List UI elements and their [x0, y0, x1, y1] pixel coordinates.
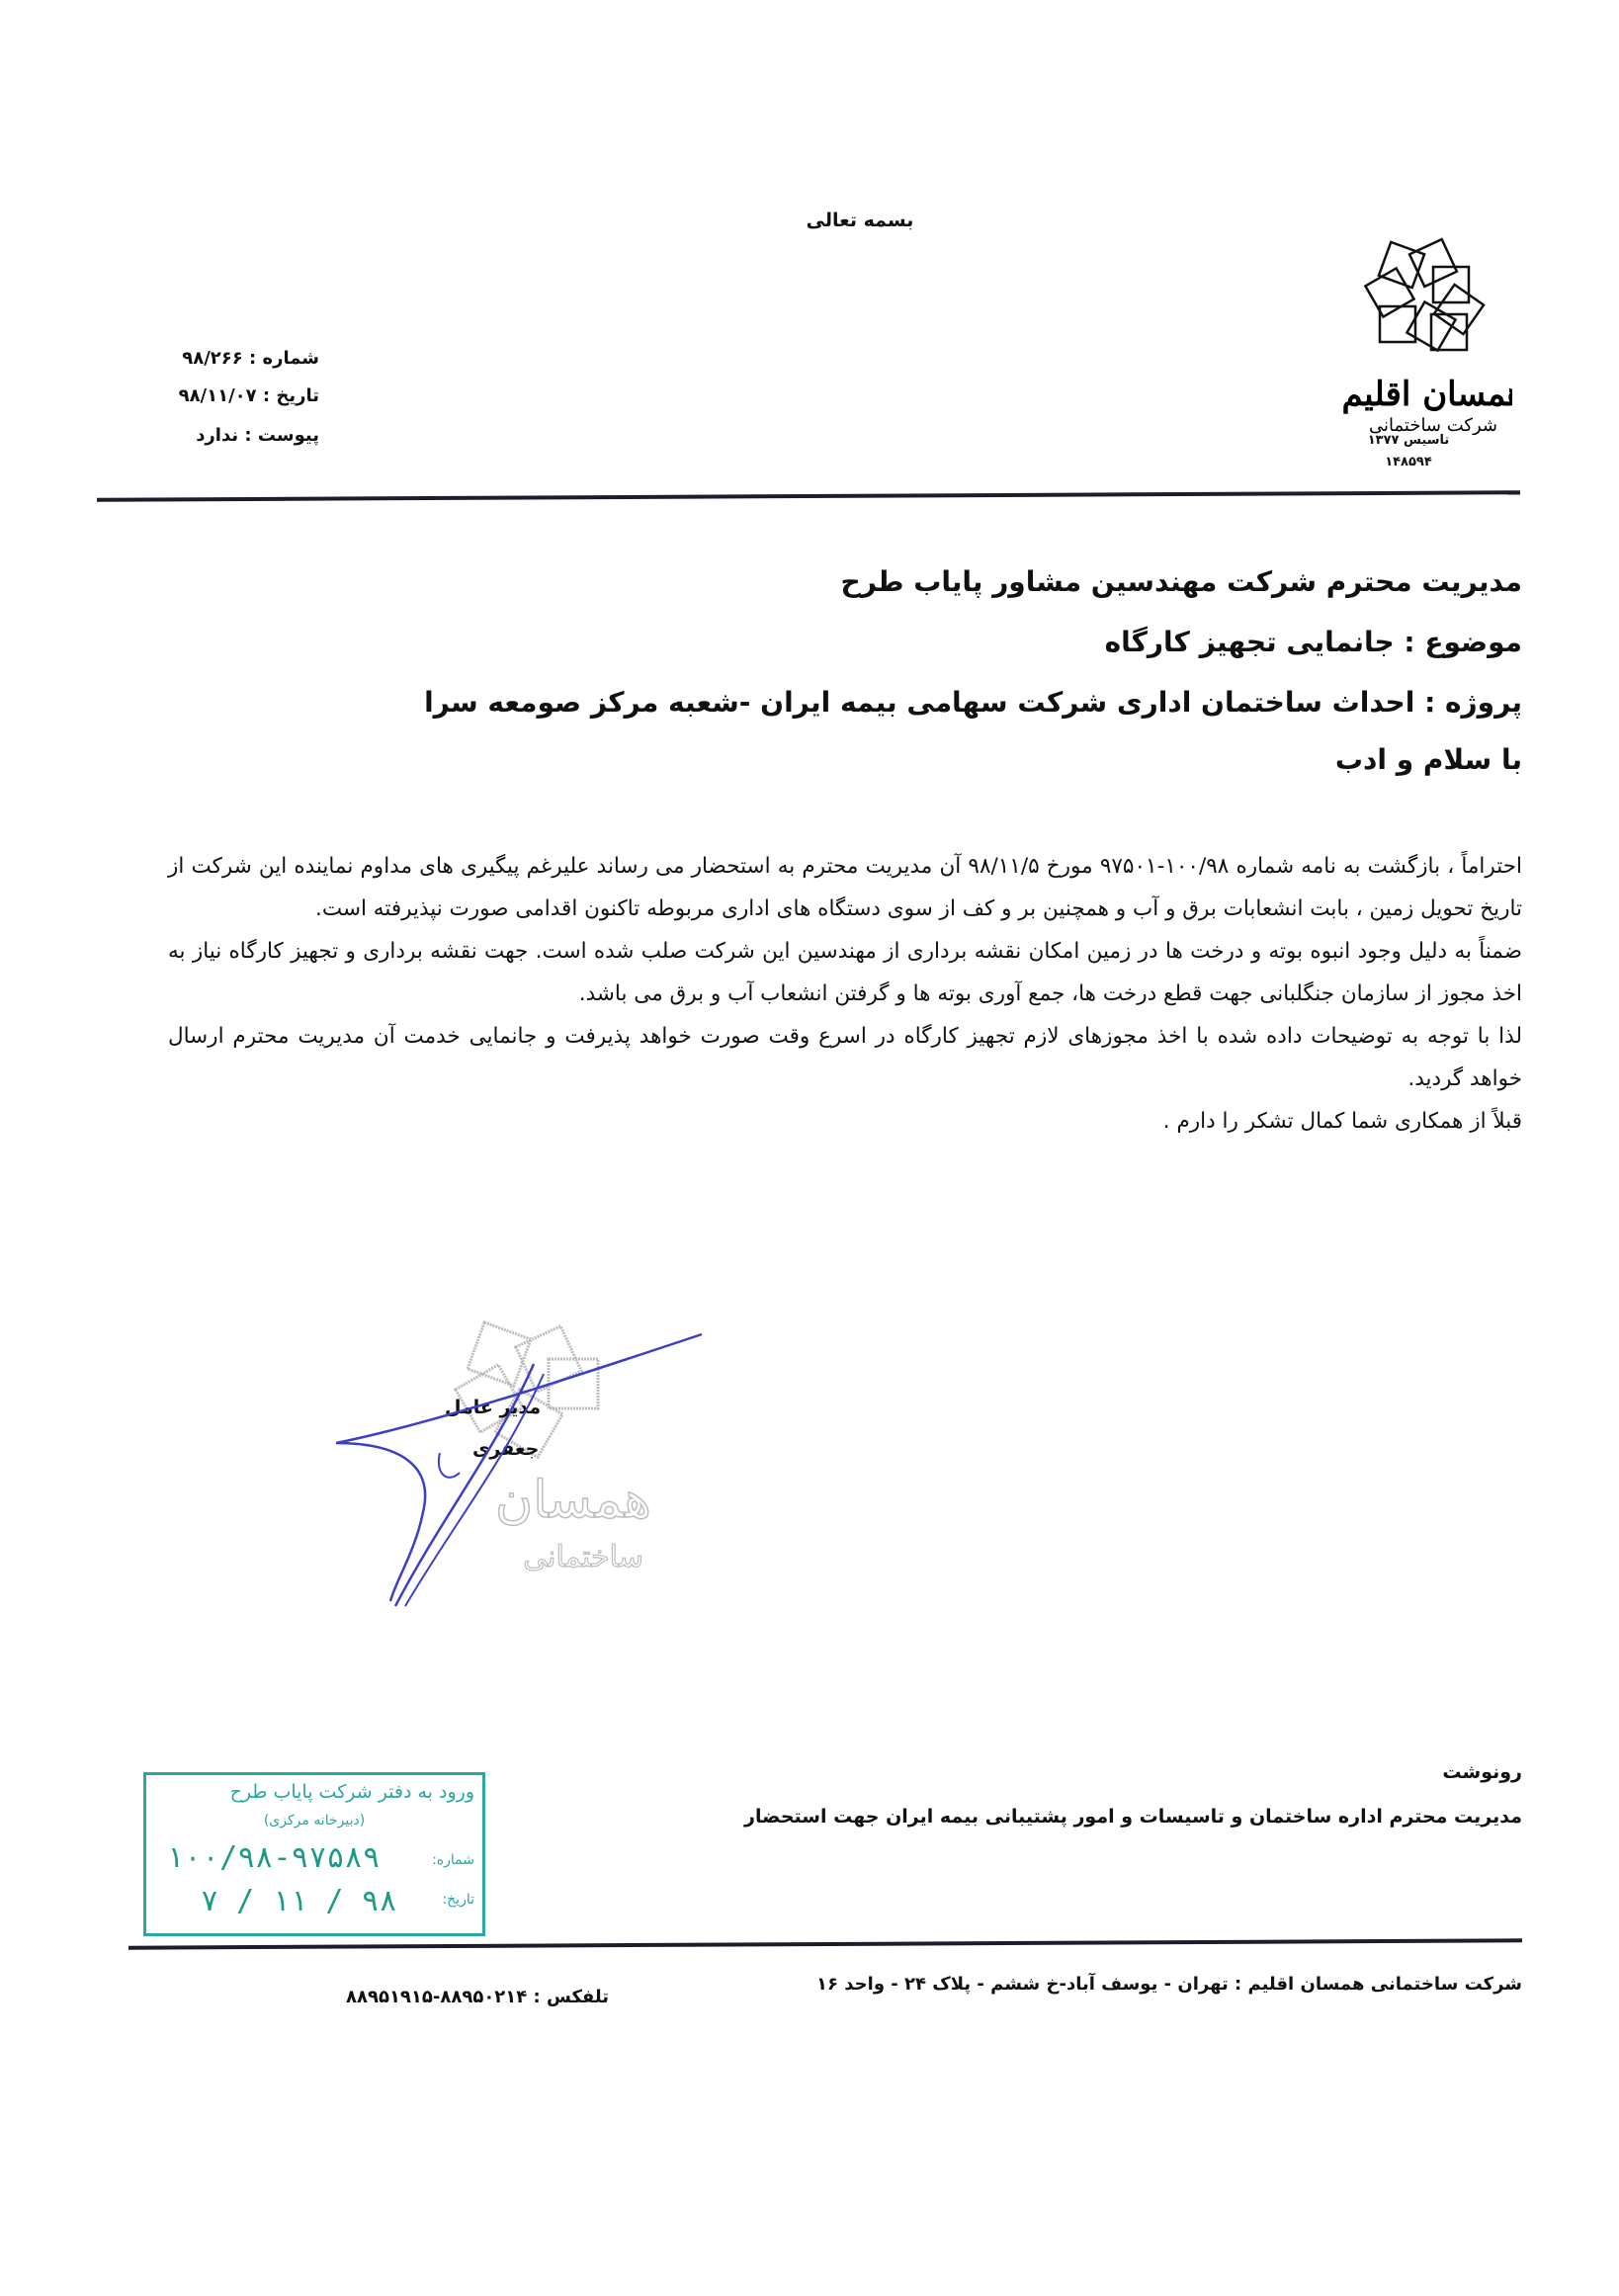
- seal-subtitle: ساختمانی: [523, 1540, 643, 1574]
- handwritten-signature: [336, 1315, 712, 1611]
- logo-subtitle: شرکت ساختمانی: [1368, 415, 1498, 435]
- stamp-title: ورود به دفتر شرکت پایاب طرح: [229, 1781, 474, 1803]
- stamp-date-label: تاریخ:: [442, 1892, 474, 1908]
- greeting: با سلام و ادب: [1334, 743, 1522, 776]
- receipt-stamp: [143, 1772, 485, 1936]
- seal-name: همسان: [495, 1471, 651, 1530]
- letter-number: شماره : ۹۸/۲۶۶: [182, 348, 319, 369]
- body-paragraph: لذا با توجه به توضیحات داده شده با اخذ مجوزهای لازم تجهیز کارگاه در اسرع وقت صورت خواهد پذیرفت و جانمایی خدمت آن مدیریت محترم ارسال خواهد گردید.: [168, 1024, 1522, 1091]
- stamp-number: ۱۰۰/۹۸-۹۷۵۸۹: [166, 1840, 381, 1875]
- subject: موضوع : جانمایی تجهیز کارگاه: [1104, 626, 1522, 658]
- signer-name: جعفری: [472, 1438, 540, 1460]
- signer-title: مدیر عامل: [445, 1397, 542, 1418]
- logo-established: تاسیس ۱۳۷۷: [1367, 433, 1450, 448]
- letter-attachment: پیوست : ندارد: [196, 425, 319, 446]
- logo-squares-icon: [1324, 237, 1512, 435]
- stamp-number-label: شماره:: [432, 1852, 474, 1868]
- header-divider: [97, 490, 1520, 502]
- cc-label: رونوشت: [1442, 1761, 1522, 1783]
- stamp-date: ۹۸ / ۱۱ / ۷: [201, 1884, 397, 1918]
- project: پروژه : احداث ساختمان اداری شرکت سهامی بیمه ایران -شعبه مرکز صومعه سرا: [424, 686, 1522, 719]
- body-paragraph: قبلاً از همکاری شما کمال تشکر را دارم .: [1162, 1109, 1522, 1134]
- stamp-subtitle: (دبیرخانه مرکزی): [263, 1813, 366, 1828]
- cc-recipient: مدیریت محترم اداره ساختمان و تاسیسات و امور پشتیبانی بیمه ایران جهت استحضار: [744, 1806, 1522, 1828]
- footer-divider: [128, 1938, 1522, 1949]
- recipient: مدیریت محترم شرکت مهندسین مشاور پایاب طرح: [840, 565, 1522, 598]
- letter-body: [168, 845, 1522, 1143]
- body-paragraph: ضمناً به دلیل وجود انبوه بوته و درخت ها در زمین امکان نقشه برداری از مهندسین این شرکت صلب شده است. جهت نقشه برداری و تجهیز کارگاه نیاز به اخذ مجوز از سازمان جنگلبانی جهت قطع درخت ها، جمع آوری بوته ها و گرفتن انشعاب آب و برق می باشد.: [168, 939, 1522, 1006]
- footer-telefax: تلفکس : ۸۸۹۵۰۲۱۴-۸۸۹۵۱۹۱۵: [346, 1987, 609, 2007]
- basmala: بسمه تعالی: [806, 210, 914, 231]
- logo-registration: ۱۴۸۵۹۴: [1385, 455, 1432, 469]
- letter-date: تاریخ : ۹۸/۱۱/۰۷: [178, 385, 319, 406]
- footer-address: شرکت ساختمانی همسان اقلیم : تهران - یوسف آباد-خ ششم - پلاک ۲۴ - واحد ۱۶: [816, 1974, 1522, 1995]
- body-paragraph: احتراماً ، بازگشت به نامه شماره ۱۰۰/۹۸-۹۷۵۰۱ مورخ ۹۸/۱۱/۵ آن مدیریت محترم به استحضار می رساند علیرغم پیگیری های مداوم نماینده این شرکت از تاریخ تحویل زمین ، بابت انشعابات برق و آب و همچنین بر و کف از سوی دستگاه های اداری مربوطه تاکنون اقدامی صورت نپذیرفته است.: [168, 854, 1522, 921]
- logo-name: همسان اقلیم: [1341, 375, 1512, 414]
